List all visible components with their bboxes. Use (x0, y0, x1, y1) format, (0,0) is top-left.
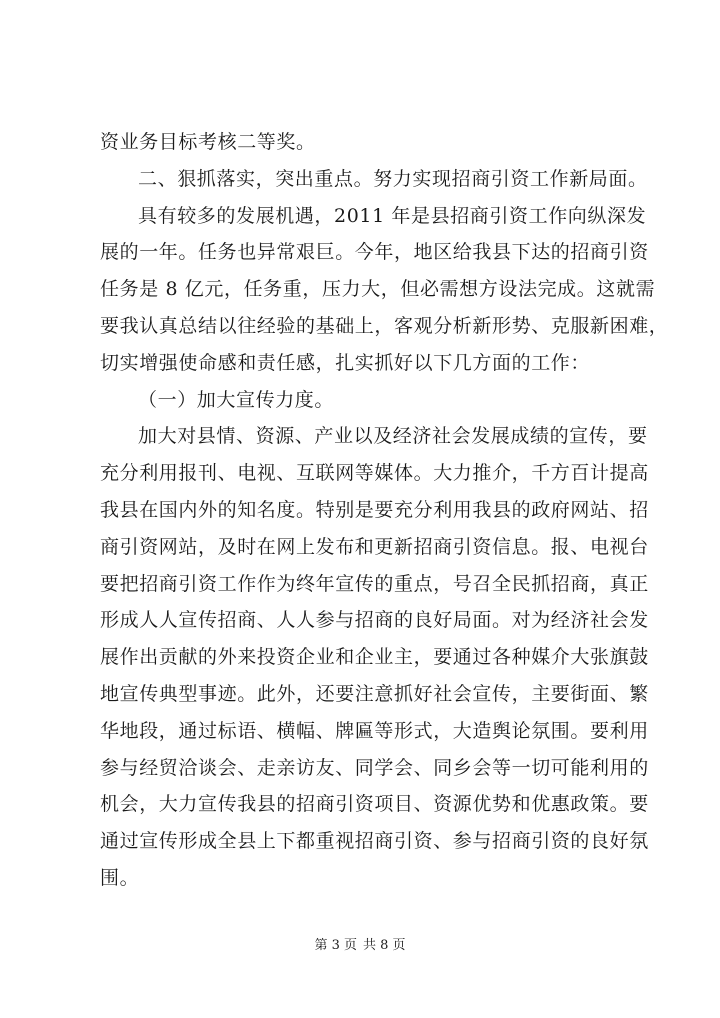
text-line: 展作出贡献的外来投资企业和企业主，要通过各种媒介大张旗鼓 (100, 646, 649, 669)
text-line: 机会，大力宣传我县的招商引资项目、资源优势和优惠政策。要 (100, 793, 649, 816)
text-line: 围。 (100, 866, 140, 889)
text-line: 华地段，通过标语、横幅、牌匾等形式，大造舆论氛围。要利用 (100, 719, 649, 742)
page-number: 第 3 页 (314, 938, 357, 953)
text-line: 参与经贸洽谈会、走亲访友、同学会、同乡会等一切可能利用的 (100, 756, 649, 779)
text-line: 资业务目标考核二等奖。 (100, 131, 316, 153)
text-line: 我县在国内外的知名度。特别是要充分利用我县的政府网站、招 (100, 498, 649, 521)
document-body (100, 124, 669, 897)
text-line: 地宣传典型事迹。此外，还要注意抓好社会宣传，主要街面、繁 (100, 682, 649, 705)
text-line: 形成人人宣传招商、人人参与招商的良好局面。对为经济社会发 (100, 609, 649, 632)
subsection-heading: （一）加大宣传力度。 (138, 388, 335, 411)
text-line: 切实增强使命感和责任感，扎实抓好以下几方面的工作： (100, 351, 591, 374)
text-line: 商引资网站，及时在网上发布和更新招商引资信息。报、电视台 (100, 535, 649, 558)
section-heading: 二、狠抓落实，突出重点。努力实现招商引资工作新局面。 (138, 167, 648, 190)
page-footer (0, 934, 720, 953)
text-line: 展的一年。任务也异常艰巨。今年，地区给我县下达的招商引资 (100, 241, 649, 264)
text-line: 任务是 8 亿元，任务重，压力大，但必需想方设法完成。这就需 (100, 278, 656, 301)
total-pages: 共 8 页 (363, 938, 406, 953)
text-line: 充分利用报刊、电视、互联网等媒体。大力推介，千方百计提高 (100, 462, 649, 485)
text-line: 要我认真总结以往经验的基础上，客观分析新形势、克服新困难， (100, 314, 669, 337)
text-line: 加大对县情、资源、产业以及经济社会发展成绩的宣传，要 (138, 425, 648, 448)
text-line: 具有较多的发展机遇，2011 年是县招商引资工作向纵深发 (138, 204, 647, 227)
text-line: 通过宣传形成全县上下都重视招商引资、参与招商引资的良好氛 (100, 830, 649, 853)
text-line: 要把招商引资工作作为终年宣传的重点，号召全民抓招商，真正 (100, 572, 649, 595)
